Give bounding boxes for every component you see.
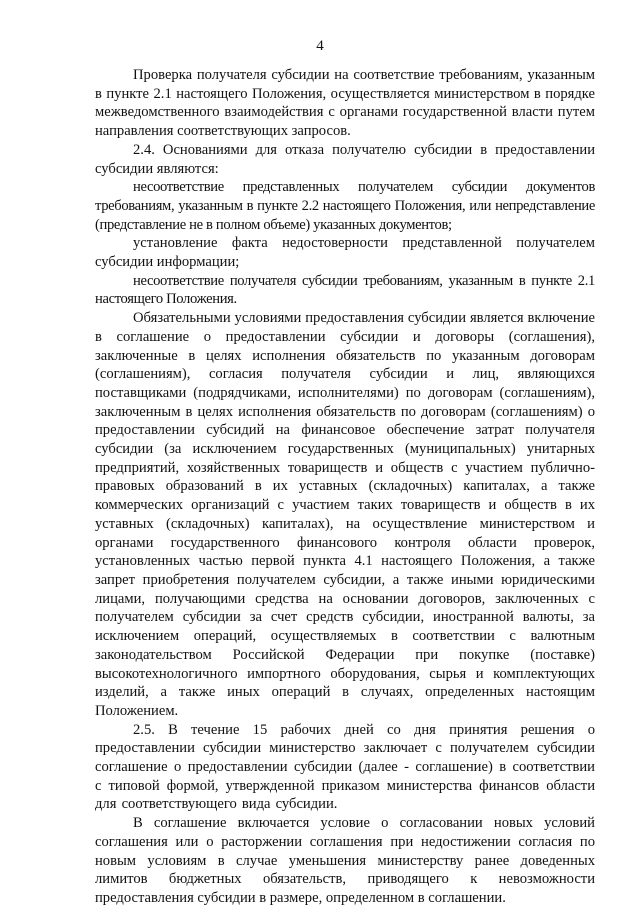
paragraph-agreement-conditions: В соглашение включается условие о согласовании новых условий соглашения или о расторжении соглашения при недостижении согласия по новым условиям в случае уменьшения министерству ранее доведенных лимитов бюджетных обязательств, приводящего к невозможности предоставления субсидии в размере, определенном в соглашении. (95, 815, 595, 906)
paragraph-verification: Проверка получателя субсидии на соответствие требованиям, указанным в пункте 2.1 настоящего Положения, осуществляется министерством в порядке межведомственного взаимодействия с органами государственной власти путем направления соответствующих запросов. (95, 67, 595, 140)
paragraph-refusal-grounds: 2.4. Основаниями для отказа получателю субсидии в предоставлении субсидии являются: (95, 141, 595, 177)
page-number: 4 (316, 38, 324, 54)
paragraph-mandatory-conditions: Обязательными условиями предоставления субсидии является включение в соглашение о предоставлении субсидии и договоры (соглашения), заключенные в целях исполнения обязательств по указанным договорам (соглашениям), согласия получателя субсидии и лиц, являющихся поставщиками (подрядчиками, исполнителями) по договорам (соглашениям), заключенным в целях исполнения обязательств по договорам (соглашениям) о предоставлении субсидий на финансовое обеспечение затрат получателя субсидии (за исключением государственных (муниципальных) унитарных предприятий, хозяйственных товариществ и обществ с участием публично-правовых образований в их уставных (складочных) капиталах, а также коммерческих организаций с участием таких товариществ и обществ в их уставных (складочных) капиталах), на осуществление министерством и органами государственного финансового контроля области проверок, установленных частью первой пункта 4.1 настоящего Положения, а также запрет приобретения получателем субсидии, а также иными юридическими лицами, получающими средства на основании договоров, заключенных с получателем субсидии за счет средств субсидии, иностранной валюты, за исключением операций, осуществляемых в соответствии с валютным законодательством Российской Федерации при покупке (поставке) высокотехнологичного импортного оборудования, сырья и комплектующих изделий, а также иных операций в случаях, определенных настоящим Положением. (95, 310, 595, 719)
document-body (95, 66, 595, 908)
paragraph-refusal-requirements: несоответствие получателя субсидии требованиям, указанным в пункте 2.1 настоящего Положения. (95, 272, 595, 308)
paragraph-refusal-documents: несоответствие представленных получателем субсидии документов требованиям, указанным в пункте 2.2 настоящего Положения, или непредставление (представление не в полном объеме) указанных документов; (95, 179, 595, 233)
paragraph-agreement-term: 2.5. В течение 15 рабочих дней со дня принятия решения о предоставлении субсидии министерство заключает с получателем субсидии соглашение о предоставлении субсидии (далее - соглашение) в соответствии с типовой формой, утвержденной приказом министерства финансов области для соответствующего вида субсидии. (95, 721, 595, 813)
paragraph-refusal-false-info: установление факта недостоверности представленной получателем субсидии информации; (95, 235, 595, 271)
